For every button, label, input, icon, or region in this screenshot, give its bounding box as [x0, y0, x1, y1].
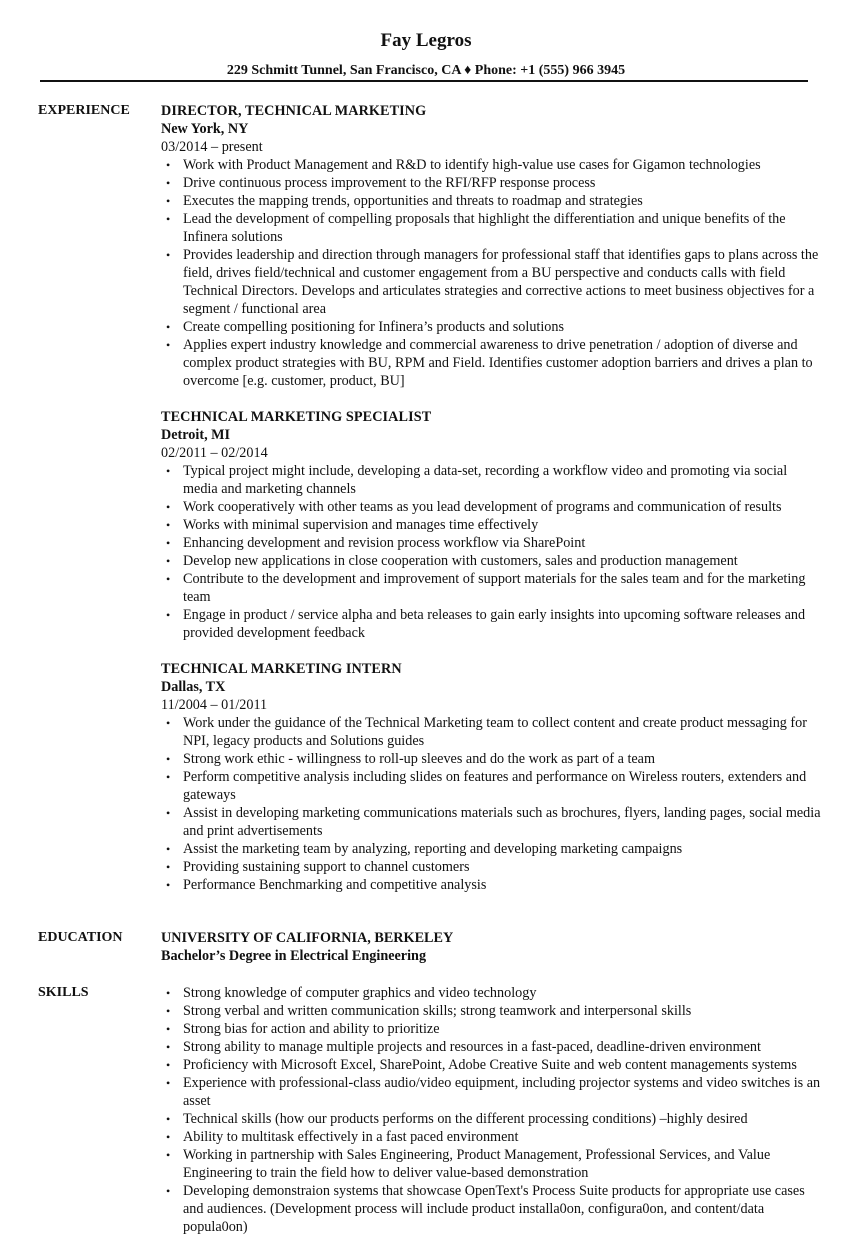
education-label: EDUCATION: [38, 930, 123, 945]
job-location: Dallas, TX: [161, 679, 226, 695]
skill-item: • Strong bias for action and ability to prioritize: [161, 1020, 821, 1038]
job-bullet: • Enhancing development and revision process workflow via SharePoint: [161, 534, 821, 552]
skill-item: • Strong verbal and written communication skills; strong teamwork and interpersonal skills: [161, 1002, 821, 1020]
job-bullet: • Strong work ethic - willingness to roll-up sleeves and do the work as part of a team: [161, 750, 821, 768]
experience-list: [161, 102, 821, 912]
job-bullet: • Assist the marketing team by analyzing, reporting and developing marketing campaigns: [161, 840, 821, 858]
skill-item: • Technical skills (how our products performs on the different processing conditions) –highly desired: [161, 1110, 821, 1128]
job-bullet: • Contribute to the development and improvement of support materials for the sales team and for the marketing team: [161, 570, 821, 606]
skills-body: [161, 984, 821, 1236]
job-bullet: • Typical project might include, developing a data-set, recording a workflow video and promoting via social media and marketing channels: [161, 462, 821, 498]
job-bullet: • Engage in product / service alpha and beta releases to gain early insights into upcoming software releases and provided development feedback: [161, 606, 821, 642]
job-bullet: • Drive continuous process improvement to the RFI/RFP response process: [161, 174, 821, 192]
job-entry: [161, 102, 821, 390]
job-bullet: • Work with Product Management and R&D to identify high-value use cases for Gigamon technologies: [161, 156, 821, 174]
job-bullet: • Executes the mapping trends, opportunities and threats to roadmap and strategies: [161, 192, 821, 210]
skill-item: • Working in partnership with Sales Engineering, Product Management, Professional Services, and Value Engineering to train the field how to deliver value-based demonstration: [161, 1146, 821, 1182]
job-entry: [161, 408, 821, 642]
job-title: DIRECTOR, TECHNICAL MARKETING: [161, 103, 427, 119]
skill-item: • Ability to multitask effectively in a fast paced environment: [161, 1128, 821, 1146]
candidate-name: Fay Legros: [380, 30, 472, 51]
education-body: [161, 929, 821, 965]
job-bullet: • Performance Benchmarking and competitive analysis: [161, 876, 821, 894]
job-title: TECHNICAL MARKETING INTERN: [161, 661, 402, 677]
contact-line: 229 Schmitt Tunnel, San Francisco, CA ♦ Phone: +1 (555) 966 3945: [226, 63, 626, 78]
skills-label: SKILLS: [38, 985, 89, 1000]
job-bullets: [161, 714, 821, 894]
education-degree: Bachelor’s Degree in Electrical Engineering: [161, 948, 427, 964]
job-bullet: • Work under the guidance of the Technical Marketing team to collect content and create product messaging for NPI, legacy products and Solutions guides: [161, 714, 821, 750]
skill-item: • Proficiency with Microsoft Excel, SharePoint, Adobe Creative Suite and web content managements systems: [161, 1056, 821, 1074]
skill-item: • Strong knowledge of computer graphics and video technology: [161, 984, 821, 1002]
skill-item: • Strong ability to manage multiple projects and resources in a fast-paced, deadline-driven environment: [161, 1038, 821, 1056]
header-divider: [40, 80, 808, 82]
skill-item: • Experience with professional-class audio/video equipment, including projector systems and video switches is an asset: [161, 1074, 821, 1110]
job-location: Detroit, MI: [161, 427, 231, 443]
job-bullet: • Applies expert industry knowledge and commercial awareness to drive penetration / adoption of diverse and complex product strategies with BU, RPM and Field. Identifies customer adoption barriers and drives a plan to overcome [e.g. customer, product, BU]: [161, 336, 821, 390]
job-location: New York, NY: [161, 121, 249, 137]
skills-list: [161, 984, 821, 1236]
job-bullet: • Create compelling positioning for Infinera’s products and solutions: [161, 318, 821, 336]
job-bullet: • Works with minimal supervision and manages time effectively: [161, 516, 821, 534]
job-bullets: [161, 156, 821, 390]
skill-item: • Developing demonstraion systems that showcase OpenText's Process Suite products for appropriate use cases and audiences. (Development process will include product installa0on, configura0on, and content/data popula0on): [161, 1182, 821, 1236]
job-title: TECHNICAL MARKETING SPECIALIST: [161, 409, 432, 425]
job-bullets: [161, 462, 821, 642]
job-bullet: • Work cooperatively with other teams as you lead development of programs and communication of results: [161, 498, 821, 516]
job-bullet: • Providing sustaining support to channel customers: [161, 858, 821, 876]
job-bullet: • Develop new applications in close cooperation with customers, sales and production management: [161, 552, 821, 570]
experience-label: EXPERIENCE: [38, 103, 130, 118]
job-bullet: • Assist in developing marketing communications materials such as brochures, flyers, landing pages, social media and print advertisements: [161, 804, 821, 840]
job-bullet: • Provides leadership and direction through managers for professional staff that identifies gaps to plans across the field, drives field/technical and customer engagement from a BU perspective and conducts calls with field Technical Directors. Develops and articulates strategies and corrective actions to meet business objectives for a segment / functional area: [161, 246, 821, 318]
education-school: UNIVERSITY OF CALIFORNIA, BERKELEY: [161, 930, 454, 946]
job-entry: [161, 660, 821, 894]
job-bullet: • Perform competitive analysis including slides on features and performance on Wireless routers, extenders and gateways: [161, 768, 821, 804]
job-bullet: • Lead the development of compelling proposals that highlight the differentiation and unique benefits of the Infinera solutions: [161, 210, 821, 246]
job-dates: 03/2014 – present: [161, 139, 263, 155]
job-dates: 02/2011 – 02/2014: [161, 445, 268, 461]
job-dates: 11/2004 – 01/2011: [161, 697, 268, 713]
